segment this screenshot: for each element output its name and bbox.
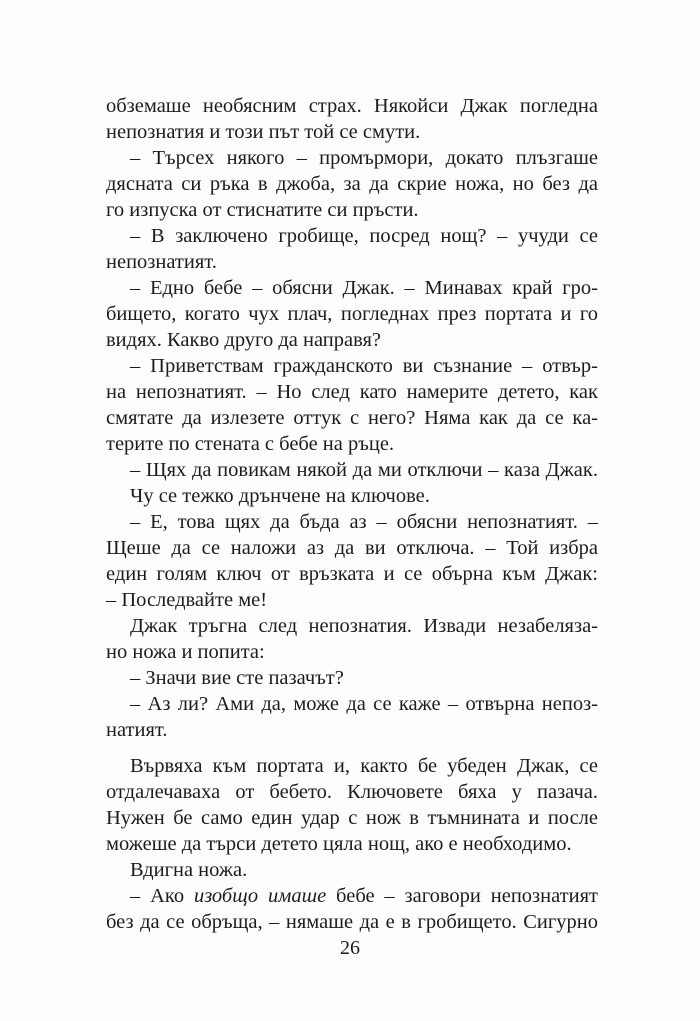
text-line: непознатия и този път той се смути. — [106, 121, 421, 143]
text-line: смятате да излезете оттук с него? Няма как да се ка- — [106, 407, 598, 429]
text-line: видях. Какво друго да направя? — [106, 329, 382, 351]
text-line: на непознатият. – Но след като намерите детето, как — [106, 381, 598, 403]
text-segment: – Ако — [130, 885, 194, 907]
text-line: – Щях да повикам някой да ми отключи – каза Джак. — [130, 459, 598, 481]
text-line: един голям ключ от връзката и се обърна към Джак: — [106, 563, 598, 585]
text-line: Чу се тежко дрънчене на ключове. — [130, 485, 430, 507]
text-line: Нужен бе само един удар с нож в тъмнината и после — [106, 807, 598, 829]
text-line: – Значи вие сте пазачът? — [130, 667, 344, 689]
text-line: бището, когато чух плач, погледнах през портата и го — [106, 303, 598, 325]
text-segment: бебе – заговори непознатият — [326, 885, 598, 907]
text-line: – Е, това щях да бъда аз – обясни непознатият. – — [130, 511, 598, 533]
text-line: без да се обръща, – нямаше да е в гробището. Сигурно — [106, 911, 598, 933]
text-line: терите по стената с бебе на ръце. — [106, 433, 395, 455]
text-line: но ножа и попита: — [106, 641, 265, 663]
text-line: – Търсех някого – промърмори, докато плъзгаше — [130, 147, 598, 169]
text-line: – Аз ли? Ами да, може да се каже – отвърна непоз- — [130, 693, 598, 715]
text-line: – Приветствам гражданското ви съзнание – отвър- — [130, 355, 598, 377]
text-line-italic — [106, 883, 598, 909]
text-line: Щеше да се наложи аз да ви отключа. – Той избра — [106, 537, 598, 559]
text-line: непознатият. — [106, 251, 217, 273]
page-number: 26 — [340, 937, 360, 959]
text-line: дясната си ръка в джоба, за да скрие ножа, но без да — [106, 173, 598, 195]
text-line: Вървяха към портата и, както бе убеден Джак, се — [130, 755, 598, 777]
text-line: – Последвайте ме! — [106, 589, 268, 611]
body-text — [106, 93, 598, 883]
italic-text: изобщо имаше — [193, 885, 327, 907]
text-line: отдалечаваха от бебето. Ключовете бяха у пазача. — [106, 781, 598, 803]
text-line: – Едно бебе – обясни Джак. – Минавах край гро- — [130, 277, 598, 299]
text-line: можеше да търси детето цяла нощ, ако е необходимо. — [106, 833, 572, 855]
text-line: Вдигна ножа. — [130, 859, 248, 881]
text-line: Джак тръгна след непознатия. Извади незабелязa- — [130, 615, 598, 637]
text-line: – В заключено гробище, посред нощ? – учуди се — [130, 225, 598, 247]
text-line: натият. — [106, 719, 168, 741]
text-line: обземаше необясним страх. Някойси Джак погледна — [106, 95, 598, 117]
text-line: го изпуска от стиснатите си пръсти. — [106, 199, 419, 221]
